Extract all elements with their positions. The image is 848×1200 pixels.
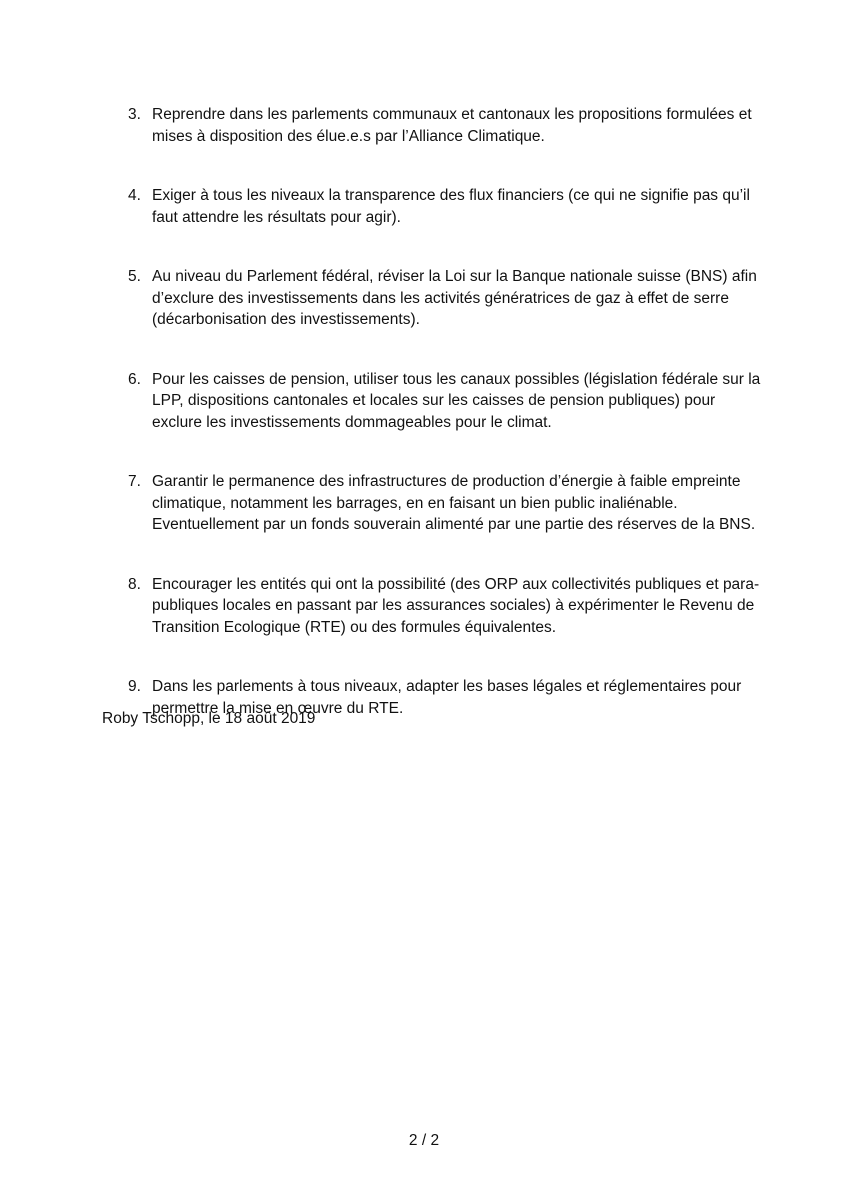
list-item-text: Dans les parlements à tous niveaux, adapter les bases légales et réglementaires pour permettre la mise en œuvre du RTE. [152, 678, 742, 717]
list-item-text: Exiger à tous les niveaux la transparence des flux financiers (ce qui ne signifie pas qu’il faut attendre les résultats pour agir). [152, 187, 750, 226]
list-item [128, 266, 768, 331]
list-item [128, 574, 768, 639]
list-item [128, 471, 768, 536]
list-item-text: Au niveau du Parlement fédéral, réviser la Loi sur la Banque nationale suisse (BNS) afin d’exclure des investissements dans les activités génératrices de gaz à effet de serre (décarbonisation des investissements). [152, 268, 757, 328]
list-item-number: 6. [128, 370, 141, 388]
list-item [128, 185, 768, 228]
list-item-number: 8. [128, 575, 141, 593]
list-item-number: 3. [128, 106, 141, 123]
list-item-number: 7. [128, 473, 141, 490]
numbered-list [128, 104, 768, 757]
list-item-number: 4. [128, 187, 141, 204]
page-number: 2 / 2 [408, 1132, 440, 1149]
list-item [128, 369, 768, 434]
list-item-number: 5. [128, 268, 141, 285]
list-item-text: Pour les caisses de pension, utiliser tous les canaux possibles (législation fédérale sur la LPP, dispositions cantonales et locales sur les caisses de pension publiques) pour exclure les investissements dommageables pour le climat. [152, 370, 761, 431]
signature-line: Roby Tschopp, le 18 août 2019 [102, 710, 316, 727]
list-item-number: 9. [128, 678, 141, 695]
list-item [128, 104, 768, 147]
list-item-text: Encourager les entités qui ont la possibilité (des ORP aux collectivités publiques et para-publiques locales en passant par les assurances sociales) à expérimenter le Revenu de Transition Ecologique (RTE) ou des formules équivalentes. [152, 575, 760, 636]
list-item-text: Reprendre dans les parlements communaux et cantonaux les propositions formulées et mises à disposition des élue.e.s par l’Alliance Climatique. [152, 106, 752, 145]
list-item-text: Garantir le permanence des infrastructures de production d’énergie à faible empreinte climatique, notamment les barrages, en en faisant un bien public inaliénable. Eventuellement par un fonds souverain alimenté par une partie des réserves de la BNS. [152, 473, 756, 533]
